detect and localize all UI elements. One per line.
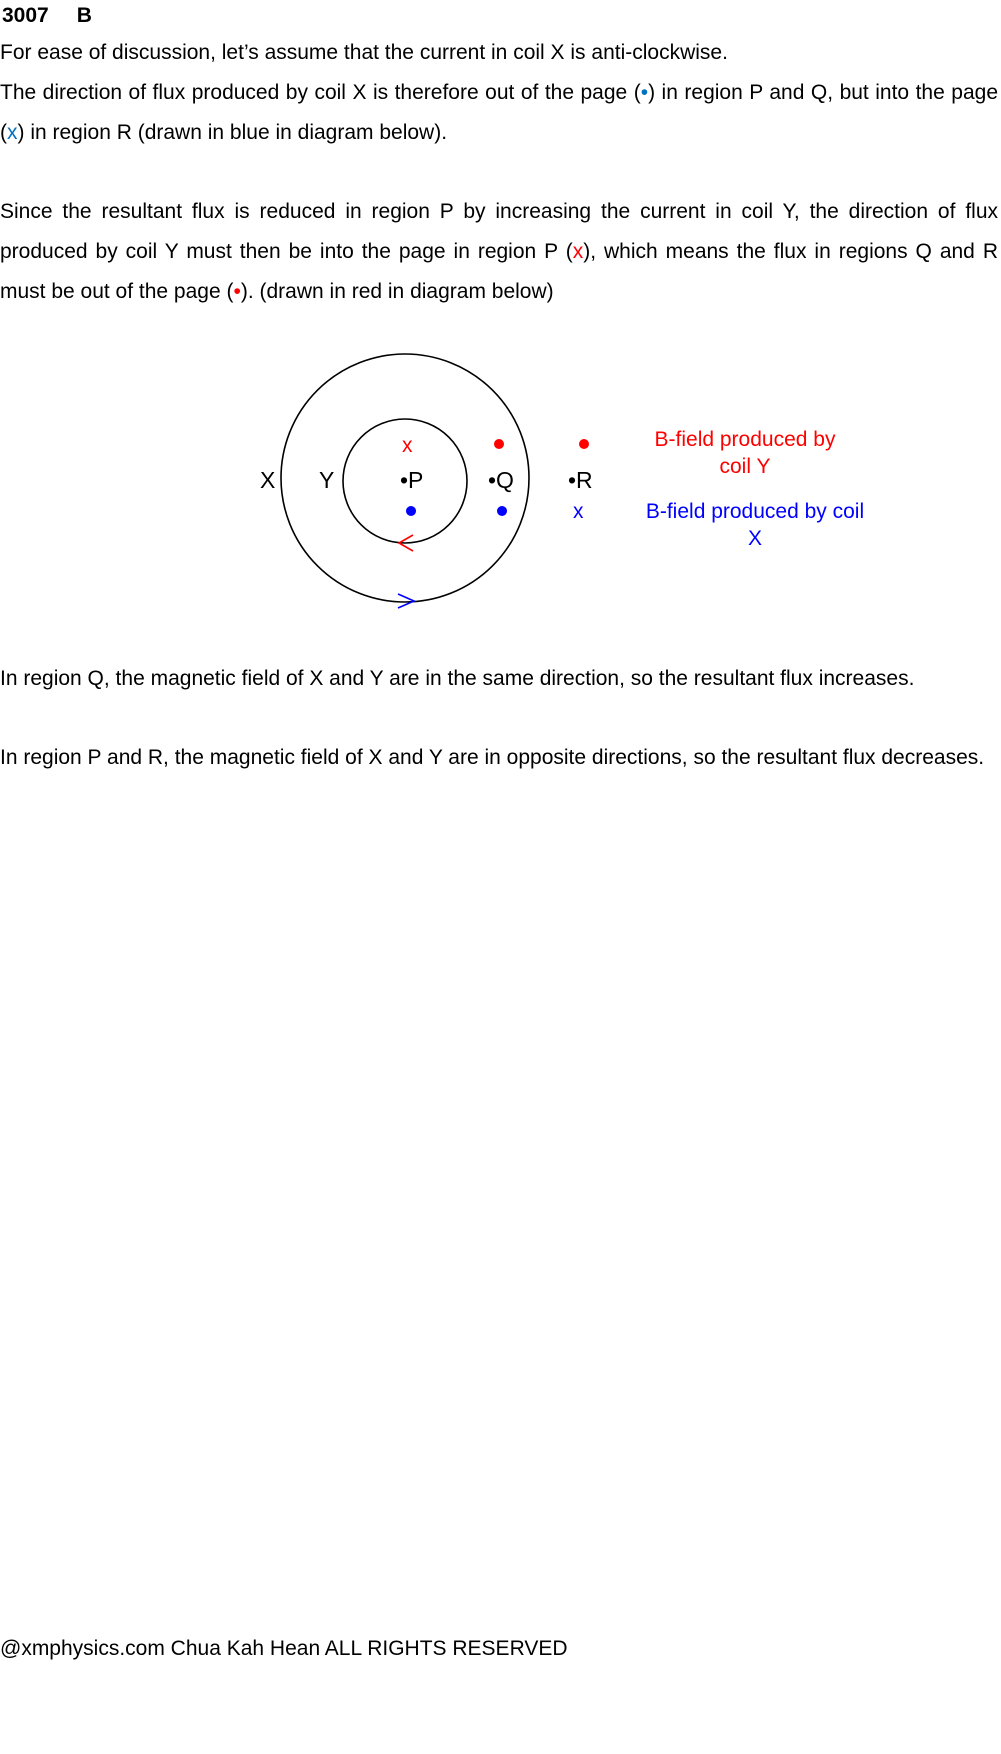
legend-blue-line1: B-field produced by coil [645,500,865,523]
region-r-red-dot [579,439,589,449]
paragraph-region-q [0,659,998,699]
region-p-red-cross: x [402,434,413,457]
question-number: 3007 [2,4,49,27]
coil-y-text-b: ), which means the flux in regions Q and R must be out of the page ( [0,240,998,303]
red-dot-symbol: • [233,280,241,303]
coil-x-text-b: ) in region P and Q, but into the page ( [0,81,998,144]
legend-blue-line2: X [747,527,763,550]
copyright-footer: @xmphysics.com Chua Kah Hean ALL RIGHTS RESERVED [0,1637,568,1660]
coil-x-text-a: The direction of flux produced by coil X is therefore out of the page ( [0,81,641,104]
region-p-label: •P [400,467,424,493]
coil-y-label: Y [319,467,335,493]
coil-flux-diagram [0,340,1001,620]
paragraph-region-p-r [0,738,998,778]
coil-x-label: X [260,467,276,493]
region-q-conclusion: In region Q, the magnetic field of X and Y are in the same direction, so the resultant flux increases. [0,667,915,690]
legend-red-line1: B-field produced by [654,428,836,451]
region-r-label: •R [568,467,593,493]
blue-dot-symbol: • [640,81,649,104]
question-heading [2,3,92,29]
paragraph-coil-y-flux [0,192,998,312]
assumption-text: For ease of discussion, let’s assume that the current in coil X is anti-clockwise. [0,41,728,64]
region-p-blue-dot [406,506,416,516]
region-q-label: •Q [488,467,514,493]
answer-letter: B [76,4,92,27]
region-q-red-dot [494,439,504,449]
coil-y-text-a: Since the resultant flux is reduced in region P by increasing the current in coil Y, the direction of flux produced by coil Y must then be into the page in region P ( [0,200,998,263]
paragraph-coil-x-flux [0,73,998,153]
region-q-blue-dot [497,506,507,516]
legend-red-line2: coil Y [719,455,771,478]
blue-cross-symbol: x [7,121,18,144]
coil-x-current-arrow [398,594,414,608]
red-cross-symbol: x [572,240,584,263]
coil-y-text-c: ). (drawn in red in diagram below) [240,280,554,303]
coil-x-text-c: ) in region R (drawn in blue in diagram below). [17,121,448,144]
region-r-blue-cross: x [573,500,584,523]
region-p-r-conclusion: In region P and R, the magnetic field of X and Y are in opposite directions, so the resultant flux decreases. [0,746,985,769]
paragraph-assumption [0,33,998,73]
